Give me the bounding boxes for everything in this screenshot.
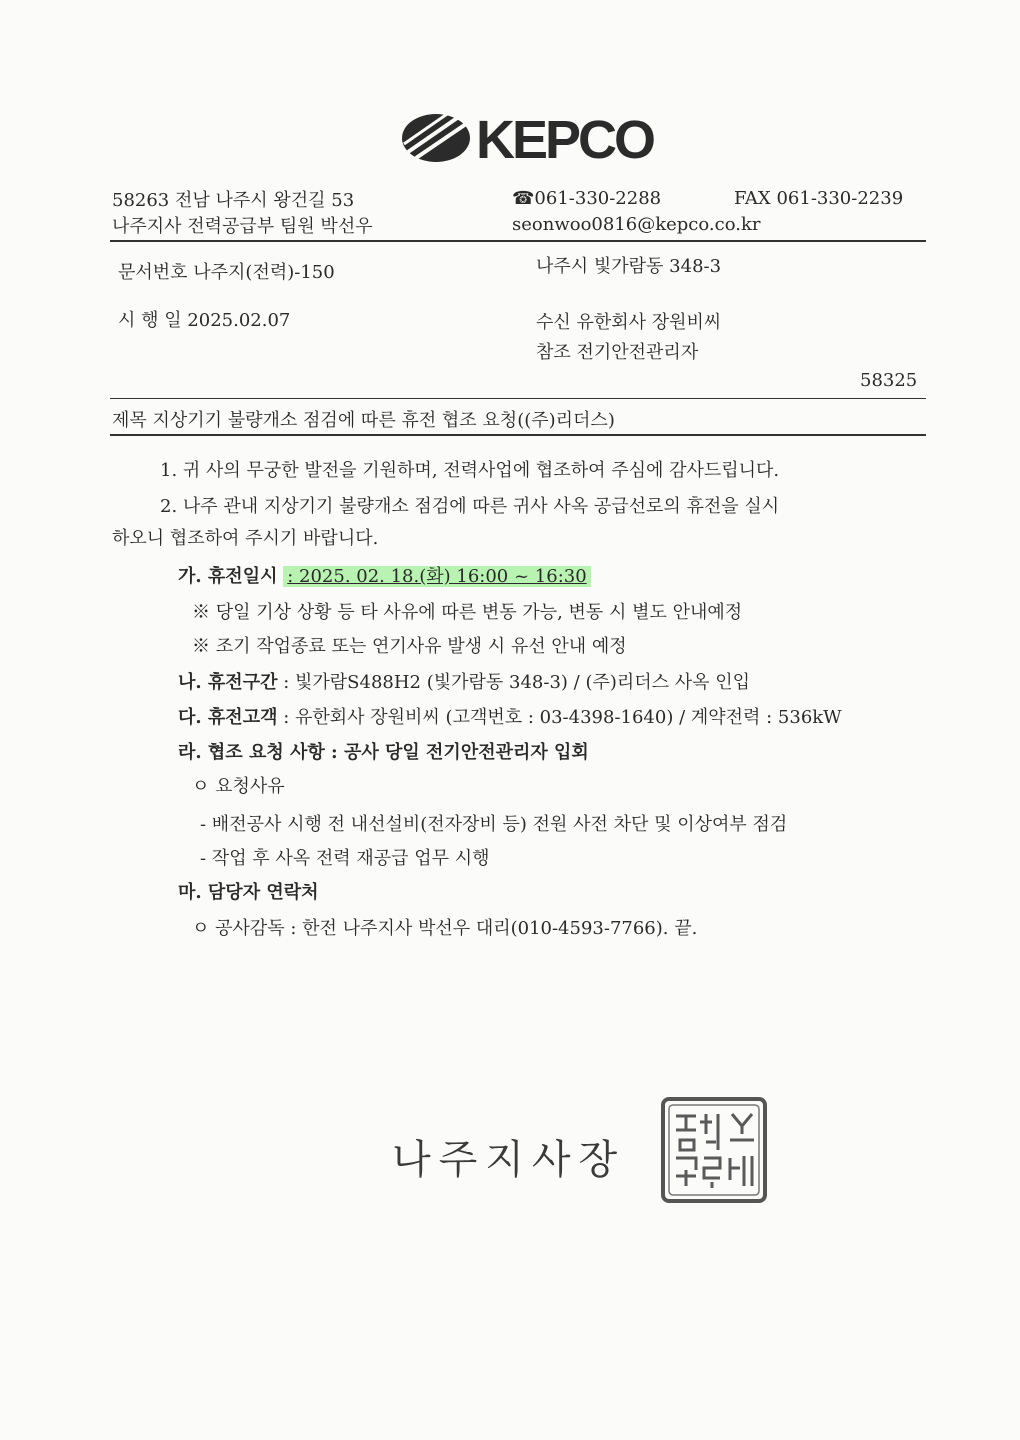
signature-title: 나주지사장 [392,1137,626,1183]
item-na [178,668,750,694]
phone-number: 061-330-2288 [534,188,662,209]
outage-section: : 빛가람S488H2 (빛가람동 348-3) / (주)리더스 사옥 인입 [283,672,751,693]
request-reason-2: - 작업 후 사옥 전력 재공급 업무 시행 [200,848,490,869]
kepco-wordmark: KEPCO [476,110,654,170]
sender-address: 58263 전남 나주시 왕건길 53 [112,190,355,211]
item-da [178,703,842,729]
fax-number: FAX 061-330-2239 [734,188,904,209]
item-ra: 라. 협조 요청 사항 : 공사 당일 전기안전관리자 입회 [178,742,589,763]
note-2: ※ 조기 작업종료 또는 연기사유 발생 시 유선 안내 예정 [192,636,627,657]
phone-line [512,188,661,209]
subject-bottom-divider [110,434,926,436]
outage-customer: : 유한회사 장원비씨 (고객번호 : 03-4398-1640) / 계약전력 : 536kW [283,707,842,728]
reference: 참조 전기안전관리자 [536,342,699,363]
header-divider [110,240,926,242]
request-reason-1: - 배전공사 시행 전 내선설비(전자장비 등) 전원 사전 차단 및 이상여부 점검 [200,814,788,835]
official-seal-icon [660,1096,768,1204]
recipient-location: 나주시 빛가람동 348-3 [536,256,722,277]
subject-top-divider [110,398,926,399]
subject-line: 제목 지상기기 불량개소 점검에 따른 휴전 협조 요청((주)리더스) [112,410,615,431]
paragraph-1: 1. 귀 사의 무궁한 발전을 기원하며, 전력사업에 협조하여 주심에 감사드립니다. [160,460,780,481]
item-na-label: 나. 휴전구간 [178,672,278,693]
item-da-label: 다. 휴전고객 [178,707,278,728]
postal-code: 58325 [860,370,918,391]
kepco-logo [400,108,660,172]
kepco-emblem-icon [402,112,470,162]
contact-person: ㅇ 공사감독 : 한전 나주지사 박선우 대리(010-4593-7766). 끝. [192,918,698,939]
issue-date: 시 행 일 2025.02.07 [118,310,291,331]
document-number: 문서번호 나주지(전력)-150 [118,262,335,283]
note-1: ※ 당일 기상 상황 등 타 사유에 따른 변동 가능, 변동 시 별도 안내예정 [192,602,743,623]
recipient: 수신 유한회사 장원비씨 [536,312,722,333]
sender-department: 나주지사 전력공급부 팀원 박선우 [112,216,373,237]
item-ma: 마. 담당자 연락처 [178,882,319,903]
item-ga [178,562,591,588]
paragraph-2-line-1: 2. 나주 관내 지상기기 불량개소 점검에 따른 귀사 사옥 공급선로의 휴전을 실시 [160,496,780,517]
item-ga-label: 가. 휴전일시 [178,566,278,587]
email-address: seonwoo0816@kepco.co.kr [512,214,761,235]
phone-icon: ☎ [512,188,535,209]
request-reason-title: ㅇ 요청사유 [192,776,285,797]
outage-datetime: : 2025. 02. 18.(화) 16:00 ~ 16:30 [283,566,590,587]
paragraph-2-line-2: 하오니 협조하여 주시기 바랍니다. [112,528,379,549]
